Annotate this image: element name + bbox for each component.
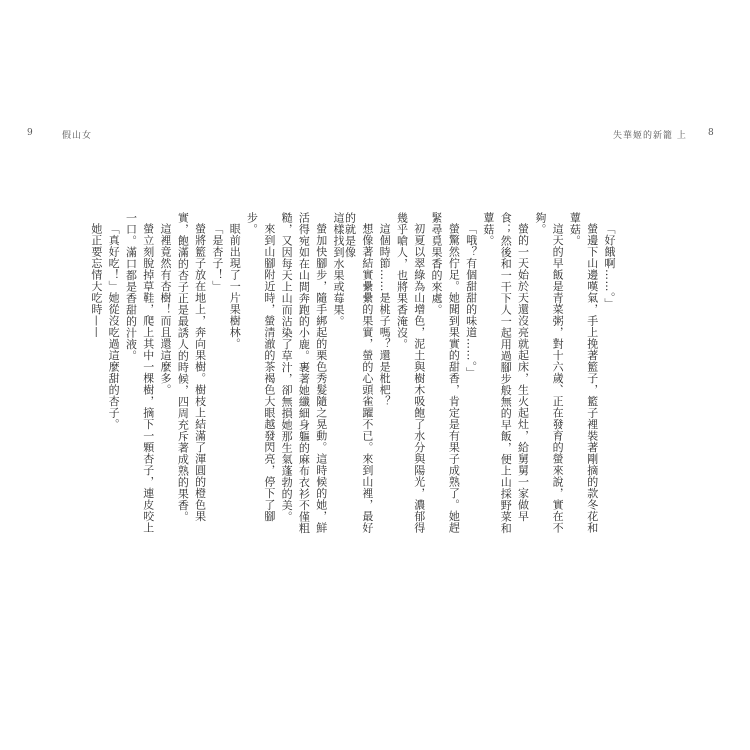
paragraph: 螢的一天始於天還沒亮就起床，生火起灶，給舅舅一家做早食；然後和一干下人一起用過腳步般無的早飯，便上山採野菜和蕈菇。 (481, 212, 530, 534)
running-title: 假山女 (62, 131, 93, 141)
paragraph: 螢邊下山邊嘆氣，手上挽著籃子，籃子裡裝著剛摘的款冬花和蕈菇。 (568, 212, 599, 534)
paragraph: 這裡竟然有杏樹！而且還這麼多。 (159, 223, 173, 396)
right-page (343, 0, 750, 750)
paragraph: 這樣找到水果或莓果。 (332, 212, 345, 327)
paragraph: 來到山腳附近時，螢清澈的茶褐色大眼越發閃亮，停下了腳步。 (245, 212, 276, 522)
paragraph: 螢加快腳步，隨手綁起的栗色秀髮隨之晃動。這時候的她，鮮活得宛如在山間奔跑的小鹿。裹著她纖細身軀的麻布衣衫不僅粗糙，又因每天上山而沾染了草汁，卻無損她那生氣蓬勃的美。 (280, 212, 328, 534)
paragraph: 初夏以翠綠為山增色，泥土與樹木吸飽了水分與陽光，濃郁得幾乎嗆人，也將果香淹沒。 (395, 212, 426, 534)
body-text (88, 212, 347, 542)
paragraph: 她正要忘情大吃時—— (89, 223, 103, 338)
paragraph: 螢立刻脫掉草鞋，爬上其中一棵樹，摘下一顆杏子，連皮咬上一口。滿口都是香甜的汁液。 (124, 212, 155, 534)
paragraph: 眼前出現了一片果樹林。 (228, 223, 242, 350)
paragraph: 這天的早飯是青菜粥，對十六歲、正在發育的螢來說，實在不夠。 (533, 212, 565, 534)
paragraph: 這個時節……是桃子嗎？還是枇杷？ (378, 223, 392, 407)
page-number: 8 (708, 128, 715, 138)
paragraph: 螢將籃子放在地上，奔向果樹。樹枝上結滿了渾圓的橙色果實，飽滿的杏子正是最誘人的時候，四周充斥著成熟的果香。 (176, 212, 207, 523)
running-title: 失華姬的新籠 上 (613, 131, 687, 141)
paragraph: 「真好吃！」她從沒吃過這麼甜的杏子。 (107, 223, 121, 430)
paragraph: 想像著結實纍纍的果實，螢的心頭雀躍不已。來到山裡，最好的就是像 (343, 212, 374, 534)
paragraph: 螢驚然佇足。她聞到果實的甜香，肯定是有果子成熟了。她趕緊尋覓果香的來處。 (430, 212, 461, 534)
body-text (341, 212, 618, 542)
paragraph: 「哦？有個甜甜的味道……。」 (464, 223, 478, 379)
paragraph: 「好餓啊……。」 (603, 223, 616, 310)
page-number: 9 (27, 128, 34, 138)
paragraph: 「是杏子！」 (210, 223, 224, 292)
